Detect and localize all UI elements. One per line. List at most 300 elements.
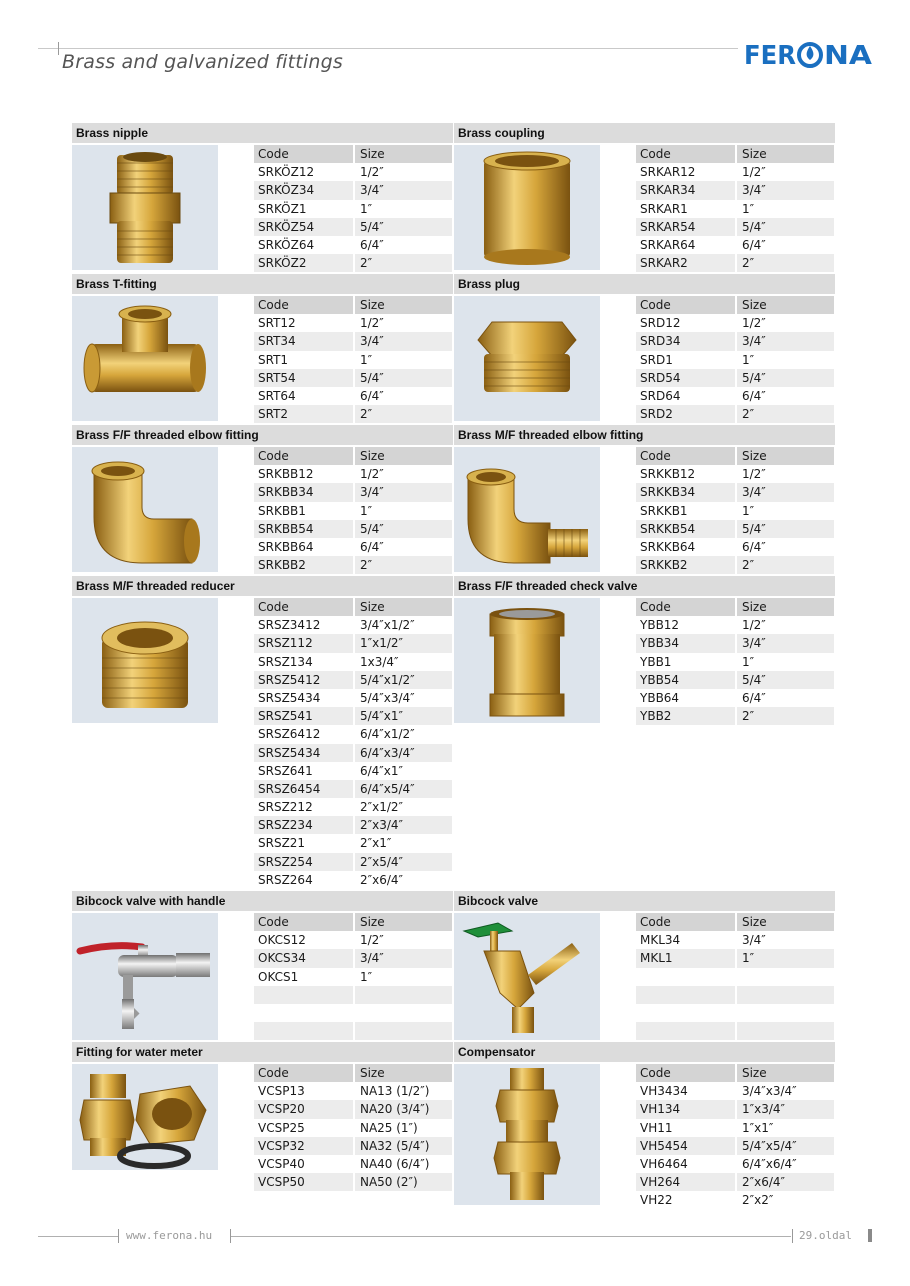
code-cell: SRT2 <box>254 405 353 423</box>
table-row <box>636 671 834 689</box>
code-cell: SRD34 <box>636 332 735 350</box>
table-row <box>636 332 834 350</box>
code-cell: YBB1 <box>640 654 672 669</box>
size-cell: 2″x1/2″ <box>359 800 403 815</box>
code-cell: VCSP50 <box>254 1173 353 1191</box>
table-row <box>254 1100 452 1118</box>
table-row <box>254 1137 452 1155</box>
table-header-row <box>636 1064 834 1082</box>
section-bibcock-handle <box>72 891 453 984</box>
brass-t-fitting-table <box>254 296 452 423</box>
code-cell <box>636 1022 735 1040</box>
code-cell: YBB2 <box>636 707 735 725</box>
size-header: Size <box>737 145 834 163</box>
code-cell: SRD2 <box>636 405 735 423</box>
section-bibcock <box>454 891 835 966</box>
size-cell: 2″ <box>737 405 834 423</box>
svg-text:FER: FER <box>744 41 796 70</box>
code-cell: SRSZ5434 <box>254 744 353 762</box>
size-cell: 1″ <box>359 969 373 984</box>
size-cell: 6/4″x3/4″ <box>355 744 452 762</box>
table-header-row <box>254 1064 452 1082</box>
size-cell: 5/4″ <box>737 218 834 236</box>
table-row <box>254 1119 452 1137</box>
section-title: Brass F/F threaded elbow fitting <box>72 425 453 445</box>
code-cell <box>636 986 735 1004</box>
size-cell <box>737 1004 834 1022</box>
code-cell: SRT64 <box>258 388 296 403</box>
brass-coupling-image <box>454 145 600 270</box>
table-row <box>636 1155 834 1173</box>
ferona-logo <box>744 38 874 70</box>
size-cell: 6/4″ <box>741 539 766 554</box>
size-cell: 1x3/4″ <box>359 654 399 669</box>
size-cell: 1″ <box>741 503 755 518</box>
size-cell: 1/2″ <box>741 467 766 482</box>
section-check-valve <box>454 576 835 724</box>
size-cell: 6/4″x1/2″ <box>359 727 415 742</box>
table-row <box>636 502 834 520</box>
bibcock-table <box>636 913 834 1040</box>
table-row <box>636 314 834 332</box>
table-row <box>636 1137 834 1155</box>
bibcock-image <box>454 913 600 1040</box>
section-title: Brass M/F threaded reducer <box>72 576 453 596</box>
size-cell: 5/4″x5/4″ <box>737 1137 834 1155</box>
table-row <box>254 1155 452 1173</box>
table-row <box>254 200 452 218</box>
code-cell: SRSZ5412 <box>254 671 353 689</box>
table-row <box>636 653 834 671</box>
code-cell: SRKBB54 <box>254 520 353 538</box>
table-row <box>254 369 452 387</box>
size-cell: NA13 (1/2″) <box>359 1084 430 1099</box>
table-row <box>254 853 452 871</box>
size-cell: 3/4″ <box>355 181 452 199</box>
size-header: Size <box>355 1064 452 1082</box>
code-cell <box>636 1004 735 1022</box>
table-row <box>254 653 452 671</box>
table-row <box>254 1004 452 1022</box>
size-header: Size <box>355 598 452 616</box>
code-cell: YBB54 <box>636 671 735 689</box>
ff-elbow-table <box>254 447 452 574</box>
size-cell: 3/4″ <box>355 483 452 501</box>
table-row <box>636 1022 834 1040</box>
size-cell: 1″ <box>741 352 755 367</box>
size-cell: 2″x1″ <box>359 836 392 851</box>
table-row <box>254 218 452 236</box>
table-header-row <box>254 913 452 931</box>
brass-coupling-table <box>636 145 834 272</box>
size-cell: 6/4″x5/4″ <box>355 780 452 798</box>
code-cell: SRKAR2 <box>636 254 735 272</box>
size-header: Size <box>737 447 834 465</box>
table-row <box>254 254 452 272</box>
code-cell: VH3434 <box>640 1084 688 1099</box>
table-row <box>254 332 452 350</box>
header-tick <box>58 42 59 55</box>
table-row <box>254 465 452 483</box>
code-cell: SRD64 <box>640 388 681 403</box>
table-row <box>636 616 834 634</box>
table-row <box>636 986 834 1004</box>
size-cell: 1/2″ <box>359 467 384 482</box>
size-cell: 5/4″ <box>355 520 452 538</box>
code-cell: SRKAR64 <box>640 237 696 252</box>
code-cell <box>636 968 735 986</box>
code-cell: SRT54 <box>254 369 353 387</box>
water-meter-fitting-image <box>72 1064 218 1170</box>
code-cell: VH264 <box>636 1173 735 1191</box>
size-cell: 2″ <box>355 405 452 423</box>
footer-bar <box>868 1229 872 1242</box>
section-brass-t-fitting <box>72 274 453 422</box>
size-cell: 3/4″ <box>355 332 452 350</box>
code-header: Code <box>636 598 735 616</box>
size-header: Size <box>355 447 452 465</box>
section-title: Bibcock valve with handle <box>72 891 453 911</box>
size-cell: 3/4″ <box>737 181 834 199</box>
code-cell: SRKÖZ1 <box>258 201 307 216</box>
table-row <box>254 931 452 949</box>
code-cell: SRSZ264 <box>258 872 313 887</box>
table-row <box>636 218 834 236</box>
code-cell: VCSP32 <box>254 1137 353 1155</box>
section-title: Fitting for water meter <box>72 1042 453 1062</box>
code-cell: SRSZ3412 <box>258 618 321 633</box>
code-cell: SRKKB12 <box>640 467 696 482</box>
brass-nipple-table <box>254 145 452 272</box>
table-row <box>636 236 834 254</box>
brass-t-fitting-image <box>72 296 218 421</box>
size-cell: 1/2″ <box>359 165 384 180</box>
table-row <box>636 556 834 574</box>
table-row <box>254 949 452 967</box>
size-cell: NA50 (2″) <box>355 1173 452 1191</box>
code-cell: MKL1 <box>636 949 735 967</box>
code-cell: SRD12 <box>640 316 681 331</box>
size-cell: 6/4″x6/4″ <box>741 1156 797 1171</box>
code-cell: SRKKB2 <box>636 556 735 574</box>
table-row <box>254 405 452 423</box>
section-mf-reducer <box>72 576 453 887</box>
table-row <box>636 707 834 725</box>
code-cell: SRKKB1 <box>640 503 688 518</box>
code-header: Code <box>254 296 353 314</box>
mf-reducer-table <box>254 598 452 889</box>
size-cell <box>737 1022 834 1040</box>
size-cell <box>737 986 834 1004</box>
code-cell <box>254 986 353 1004</box>
table-header-row <box>254 296 452 314</box>
size-cell: 3/4″x3/4″ <box>741 1084 797 1099</box>
brass-nipple-image <box>72 145 218 270</box>
table-row <box>636 1119 834 1137</box>
size-cell: 1/2″ <box>359 316 384 331</box>
size-cell: 2″ <box>355 254 452 272</box>
table-row <box>254 538 452 556</box>
table-row <box>254 780 452 798</box>
code-cell <box>254 1004 353 1022</box>
code-cell: SRKBB34 <box>254 483 353 501</box>
section-title: Compensator <box>454 1042 835 1062</box>
code-cell: SRSZ254 <box>254 853 353 871</box>
water-meter-table <box>254 1064 452 1191</box>
size-cell: 1/2″ <box>359 933 384 948</box>
size-cell: 5/4″x1/2″ <box>355 671 452 689</box>
code-cell: OKCS12 <box>258 933 306 948</box>
table-row <box>254 1082 452 1100</box>
size-header: Size <box>355 913 452 931</box>
size-cell: 6/4″ <box>359 237 384 252</box>
code-cell: SRSZ212 <box>258 800 313 815</box>
section-title: Brass plug <box>454 274 835 294</box>
code-cell: SRKAR54 <box>636 218 735 236</box>
table-header-row <box>254 145 452 163</box>
table-row <box>636 634 834 652</box>
size-cell: 2″x6/4″ <box>359 872 403 887</box>
section-compensator <box>454 1042 835 1208</box>
table-header-row <box>254 447 452 465</box>
table-row <box>636 387 834 405</box>
code-cell: SRKKB54 <box>636 520 735 538</box>
code-cell: SRSZ5434 <box>258 690 321 705</box>
table-row <box>636 369 834 387</box>
code-header: Code <box>254 1064 353 1082</box>
footer-tick-right <box>792 1229 793 1243</box>
size-cell: 1″x3/4″ <box>737 1100 834 1118</box>
size-cell: 1/2″ <box>741 316 766 331</box>
code-header: Code <box>254 598 353 616</box>
code-cell: SRT1 <box>258 352 289 367</box>
code-cell: SRT34 <box>254 332 353 350</box>
table-row <box>636 181 834 199</box>
table-row <box>254 236 452 254</box>
size-cell: 6/4″ <box>741 388 766 403</box>
code-cell: VCSP25 <box>258 1120 305 1135</box>
code-cell: SRKÖZ54 <box>254 218 353 236</box>
table-row <box>254 707 452 725</box>
size-cell: 2″x2″ <box>741 1193 774 1208</box>
table-row <box>636 1191 834 1209</box>
size-cell: 1″ <box>359 352 373 367</box>
size-cell: 6/4″ <box>741 690 766 705</box>
table-row <box>254 520 452 538</box>
code-header: Code <box>636 296 735 314</box>
table-row <box>254 616 452 634</box>
size-cell: 5/4″ <box>737 369 834 387</box>
code-cell: VH5454 <box>636 1137 735 1155</box>
table-row <box>636 483 834 501</box>
size-header: Size <box>737 598 834 616</box>
code-cell: SRSZ134 <box>258 654 313 669</box>
table-row <box>636 1004 834 1022</box>
section-title: Brass nipple <box>72 123 453 143</box>
size-cell: 3/4″x1/2″ <box>359 618 415 633</box>
size-cell: 6/4″ <box>359 388 384 403</box>
size-cell: 1″ <box>741 654 755 669</box>
size-cell: NA20 (3/4″) <box>355 1100 452 1118</box>
section-title: Brass M/F threaded elbow fitting <box>454 425 835 445</box>
ff-elbow-image <box>72 447 218 572</box>
page-title: Brass and galvanized fittings <box>62 51 344 73</box>
code-cell: SRKBB64 <box>258 539 314 554</box>
size-cell: 5/4″ <box>355 369 452 387</box>
size-cell <box>355 986 452 1004</box>
section-brass-nipple <box>72 123 453 271</box>
code-cell: VH6464 <box>640 1156 688 1171</box>
size-header: Size <box>355 145 452 163</box>
table-row <box>254 556 452 574</box>
size-cell: 2″ <box>737 254 834 272</box>
code-cell: MKL34 <box>640 933 681 948</box>
size-cell: 5/4″ <box>737 671 834 689</box>
size-cell: 6/4″x1″ <box>359 763 403 778</box>
size-cell: 1″ <box>741 201 755 216</box>
compensator-table <box>636 1064 834 1210</box>
table-row <box>636 405 834 423</box>
size-cell: 1″ <box>737 949 834 967</box>
code-cell: YBB64 <box>640 690 680 705</box>
table-row <box>254 483 452 501</box>
section-title: Brass coupling <box>454 123 835 143</box>
size-cell: 3/4″ <box>737 332 834 350</box>
section-title: Brass F/F threaded check valve <box>454 576 835 596</box>
bibcock-handle-image <box>72 913 218 1040</box>
size-cell <box>355 1022 452 1040</box>
table-row <box>254 671 452 689</box>
table-row <box>254 871 452 889</box>
table-header-row <box>636 447 834 465</box>
code-cell: OKCS34 <box>254 949 353 967</box>
code-cell: SRKÖZ12 <box>258 165 315 180</box>
section-brass-coupling <box>454 123 835 271</box>
code-cell: SRKAR12 <box>640 165 696 180</box>
code-header: Code <box>636 447 735 465</box>
size-header: Size <box>737 1064 834 1082</box>
table-row <box>636 520 834 538</box>
code-cell: YBB34 <box>636 634 735 652</box>
table-header-row <box>636 598 834 616</box>
code-cell: SRSZ6412 <box>258 727 321 742</box>
mf-elbow-table <box>636 447 834 574</box>
code-cell: VH134 <box>636 1100 735 1118</box>
code-cell: VCSP20 <box>254 1100 353 1118</box>
code-header: Code <box>254 913 353 931</box>
table-row <box>254 387 452 405</box>
code-header: Code <box>254 145 353 163</box>
code-cell: VH11 <box>640 1120 673 1135</box>
code-cell: SRKAR1 <box>640 201 688 216</box>
table-row <box>636 163 834 181</box>
compensator-image <box>454 1064 600 1205</box>
code-cell: SRD54 <box>636 369 735 387</box>
size-cell: 3/4″ <box>355 949 452 967</box>
table-row <box>254 181 452 199</box>
code-cell: SRKÖZ2 <box>254 254 353 272</box>
code-cell <box>254 1022 353 1040</box>
size-cell: 2″x3/4″ <box>355 816 452 834</box>
code-header: Code <box>636 145 735 163</box>
code-cell: VCSP13 <box>258 1084 305 1099</box>
table-row <box>254 762 452 780</box>
table-header-row <box>254 598 452 616</box>
size-cell: NA32 (5/4″) <box>355 1137 452 1155</box>
table-row <box>254 834 452 852</box>
header-rule <box>38 48 738 49</box>
size-cell: 6/4″ <box>359 539 384 554</box>
table-header-row <box>636 145 834 163</box>
section-title: Bibcock valve <box>454 891 835 911</box>
size-cell: 2″ <box>737 707 834 725</box>
size-cell: 3/4″ <box>737 634 834 652</box>
size-cell: 5/4″x1″ <box>355 707 452 725</box>
size-cell: NA25 (1″) <box>359 1120 418 1135</box>
code-cell: SRSZ541 <box>254 707 353 725</box>
code-cell: SRSZ234 <box>254 816 353 834</box>
table-header-row <box>636 296 834 314</box>
code-cell: SRSZ21 <box>258 836 306 851</box>
code-cell: SRKBB2 <box>254 556 353 574</box>
size-cell <box>355 1004 452 1022</box>
size-header: Size <box>737 296 834 314</box>
code-cell: SRKAR34 <box>636 181 735 199</box>
check-valve-table <box>636 598 834 725</box>
table-row <box>636 351 834 369</box>
code-cell: SRSZ6454 <box>254 780 353 798</box>
table-row <box>636 949 834 967</box>
size-cell: 3/4″ <box>741 933 766 948</box>
table-row <box>254 351 452 369</box>
code-cell: SRKKB64 <box>640 539 696 554</box>
svg-text:NA: NA <box>824 41 872 70</box>
size-cell <box>737 968 834 986</box>
table-row <box>254 502 452 520</box>
size-cell: 2″x5/4″ <box>355 853 452 871</box>
table-row <box>636 1100 834 1118</box>
table-row <box>636 200 834 218</box>
table-row <box>636 254 834 272</box>
table-row <box>254 986 452 1004</box>
code-header: Code <box>636 913 735 931</box>
table-row <box>254 1022 452 1040</box>
code-cell: SRD1 <box>640 352 673 367</box>
size-cell: 1″ <box>359 201 373 216</box>
mf-elbow-image <box>454 447 600 572</box>
brass-plug-image <box>454 296 600 421</box>
table-row <box>254 816 452 834</box>
section-water-meter <box>72 1042 453 1190</box>
table-row <box>254 744 452 762</box>
table-row <box>254 314 452 332</box>
size-cell: NA40 (6/4″) <box>359 1156 430 1171</box>
section-mf-elbow <box>454 425 835 573</box>
code-header: Code <box>254 447 353 465</box>
size-cell: 1″ <box>359 503 373 518</box>
code-cell: SRT12 <box>258 316 296 331</box>
table-row <box>254 725 452 743</box>
table-row <box>254 798 452 816</box>
code-cell: OKCS1 <box>258 969 299 984</box>
footer-url: www.ferona.hu <box>126 1229 213 1242</box>
table-row <box>636 465 834 483</box>
size-cell: 5/4″ <box>737 520 834 538</box>
size-header: Size <box>355 296 452 314</box>
size-cell: 2″ <box>355 556 452 574</box>
size-cell: 6/4″ <box>741 237 766 252</box>
section-title: Brass T-fitting <box>72 274 453 294</box>
